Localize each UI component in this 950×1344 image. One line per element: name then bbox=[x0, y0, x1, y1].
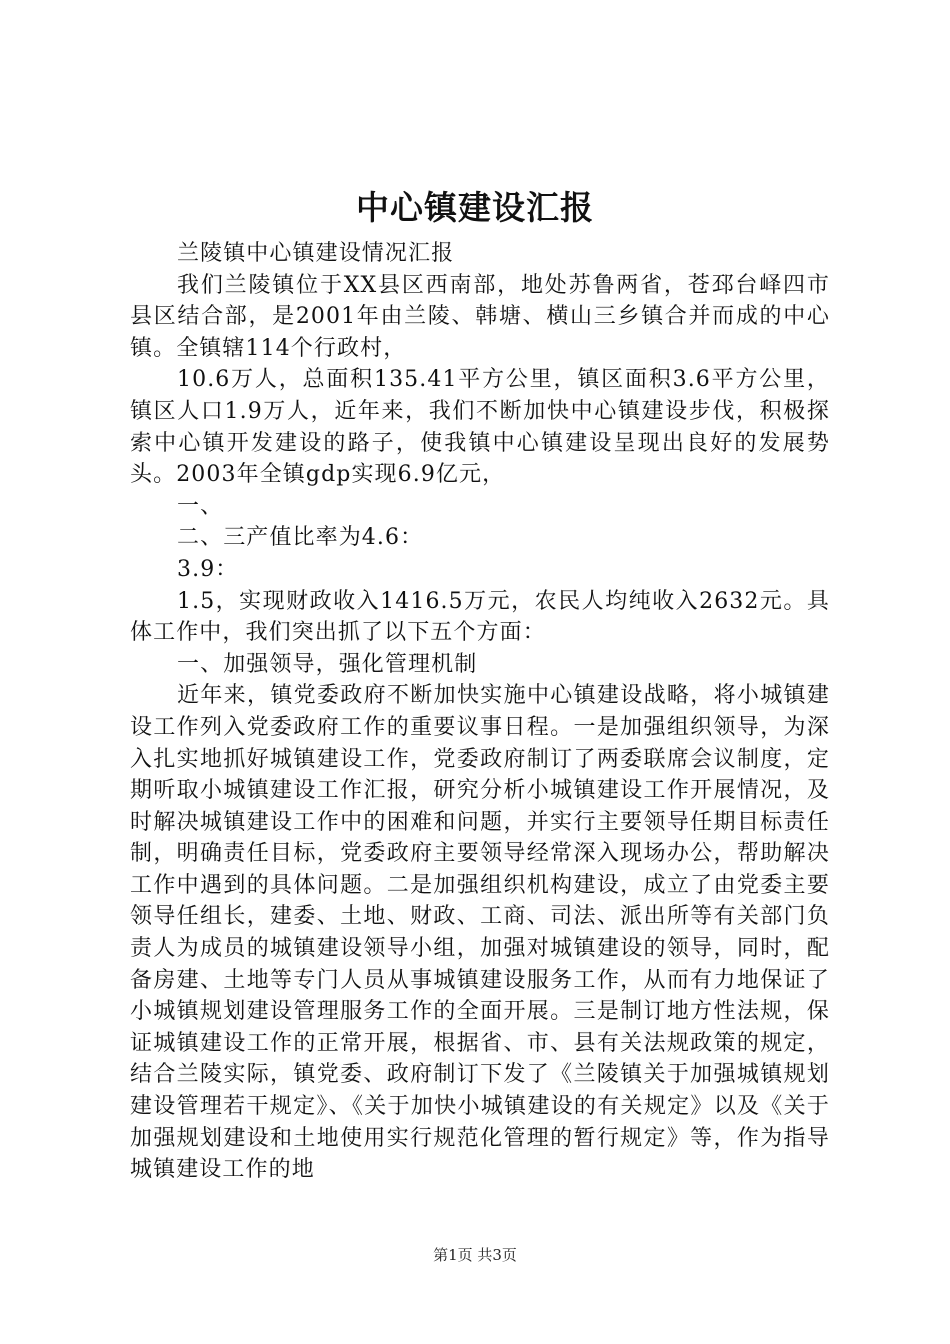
paragraph-population: 10.6万人，总面积135.41平方公里，镇区面积3.6平方公里，镇区人口1.9万人，近年来，我们不断加快中心镇建设步伐，积极探索中心镇开发建设的路子，使我镇中心镇建设呈现出良好的发展势头。2003年全镇gdp实现6.9亿元， bbox=[130, 367, 830, 488]
paragraph-subtitle: 兰陵镇中心镇建设情况汇报 bbox=[177, 241, 455, 266]
paragraph-ratio-cont: 3.9： bbox=[177, 556, 239, 582]
paragraph-item-one: 一、 bbox=[177, 493, 224, 519]
paragraph-intro: 我们兰陵镇位于XX县区西南部，地处苏鲁两省，苍邳台峄四市县区结合部，是2001年由兰陵、韩塘、横山三乡镇合并而成的中心镇。全镇辖114个行政村， bbox=[130, 272, 830, 361]
section-heading-leadership: 一、加强领导，强化管理机制 bbox=[177, 651, 478, 677]
page-footer: 第1页 共3页 bbox=[433, 1246, 517, 1264]
paragraph-leadership: 近年来，镇党委政府不断加快实施中心镇建设战略，将小城镇建设工作列入党委政府工作的重要议事日程。一是加强组织领导，为深入扎实地抓好城镇建设工作，党委政府制订了两委联席会议制度，定期听取小城镇建设工作汇报，研究分析小城镇建设工作开展情况，及时解决城镇建设工作中的困难和问题，并实行主要领导任期目标责任制，明确责任目标，党委政府主要领导经常深入现场办公，帮助解决工作中遇到的具体问题。二是加强组织机构建设，成立了由党委主要领导任组长，建委、土地、财政、工商、司法、派出所等有关部门负责人为成员的城镇建设领导小组，加强对城镇建设的领导，同时，配备房建、土地等专门人员从事城镇建设服务工作，从而有力地保证了小城镇规划建设管理服务工作的全面开展。三是制订地方性法规，保证城镇建设工作的正常开展，根据省、市、县有关法规政策的规定，结合兰陵实际，镇党委、政府制订下发了《兰陵镇关于加强城镇规划建设管理若干规定》、《关于加快小城镇建设的有关规定》以及《关于加强规划建设和土地使用实行规范化管理的暂行规定》等，作为指导城镇建设工作的地 bbox=[130, 683, 830, 1183]
paragraph-finance: 1.5，实现财政收入1416.5万元，农民人均纯收入2632元。具体工作中，我们突出抓了以下五个方面： bbox=[130, 588, 830, 646]
document-title: 中心镇建设汇报 bbox=[356, 188, 594, 227]
paragraph-ratio: 二、三产值比率为4.6： bbox=[177, 525, 424, 551]
document-body bbox=[130, 238, 830, 1186]
